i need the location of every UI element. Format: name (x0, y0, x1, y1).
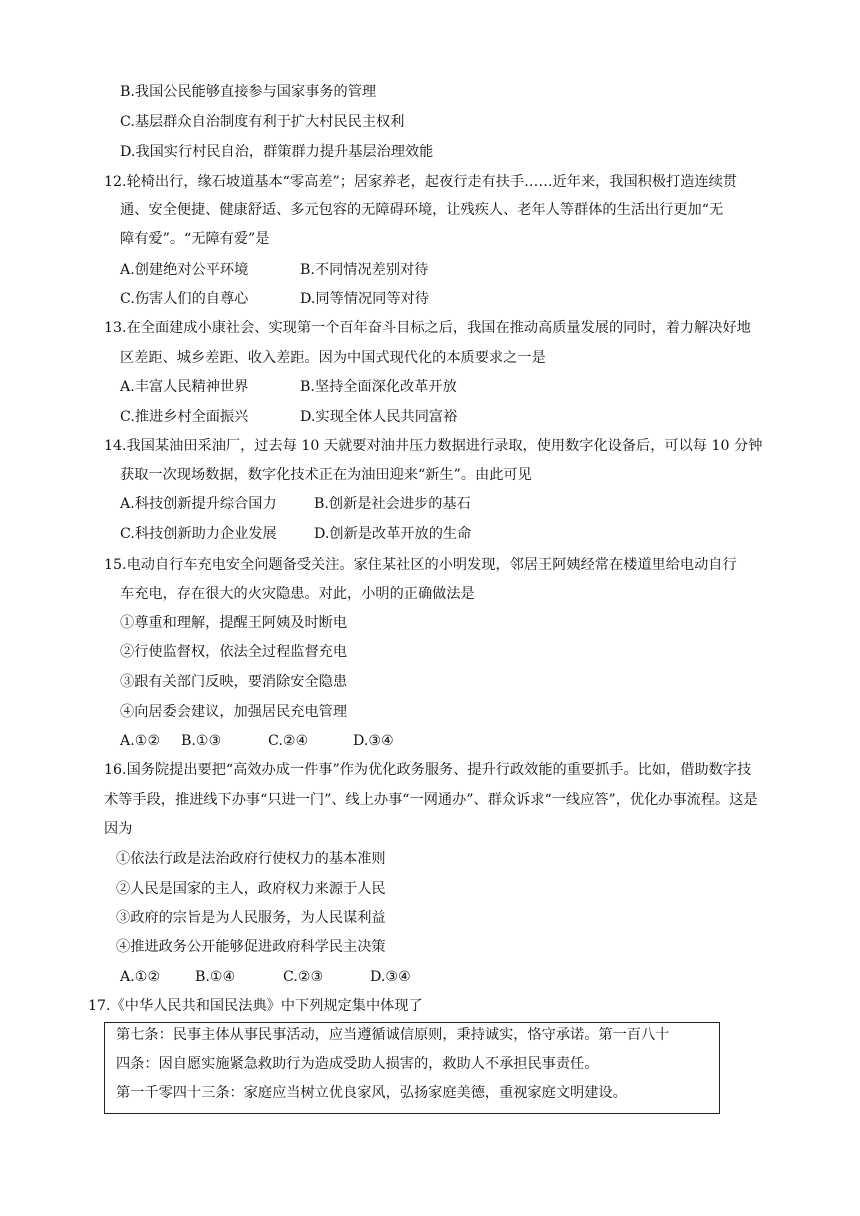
q13-stem-line-2: 区差距、城乡差距、收入差距。因为中国式现代化的本质要求之一是 (120, 350, 546, 366)
q16-item-3: ③政府的宗旨是为人民服务，为人民谋利益 (116, 910, 386, 926)
q17-stem: 17.《中华人民共和国民法典》中下列规定集中体现了 (88, 998, 423, 1014)
q13-stem-line-1: 13.在全面建成小康社会、实现第一个百年奋斗目标之后，我国在推动高质量发展的同时，着力解决好地 (104, 320, 751, 336)
q16-stem-line-2: 术等手段，推进线下办事“只进一门”、线上办事“一网通办”、群众诉求“一线应答”，优化办事流程。这是 (104, 792, 758, 808)
q16-option-a: A.①② (120, 969, 161, 985)
q14-option-a: A.科技创新提升综合国力 (120, 496, 277, 512)
q11-option-d: D.我国实行村民自治，群策群力提升基层治理效能 (120, 144, 434, 160)
q12-option-a: A.创建绝对公平环境 (120, 262, 249, 278)
q14-option-d: D.创新是改革开放的生命 (314, 526, 472, 542)
q12-option-d: D.同等情况同等对待 (300, 291, 429, 307)
q14-option-c: C.科技创新助力企业发展 (120, 526, 277, 542)
q17-box-line-3: 第一千零四十三条：家庭应当树立优良家风，弘扬家庭美德，重视家庭文明建设。 (116, 1085, 627, 1101)
q12-option-b: B.不同情况差别对待 (300, 262, 429, 278)
q13-option-d: D.实现全体人民共同富裕 (300, 409, 458, 425)
q12-stem-line-1: 12.轮椅出行，缘石坡道基本“零高差”；居家养老，起夜行走有扶手……近年来，我国积极打造连续贯 (104, 174, 737, 190)
q11-option-b: B.我国公民能够直接参与国家事务的管理 (120, 84, 377, 100)
q16-stem-line-3: 因为 (104, 821, 133, 837)
q15-stem-line-2: 车充电，存在很大的火灾隐患。对此，小明的正确做法是 (120, 586, 475, 602)
q15-item-1: ①尊重和理解，提醒王阿姨及时断电 (120, 615, 348, 631)
q17-box-line-2: 四条：因自愿实施紧急救助行为造成受助人损害的，救助人不承担民事责任。 (116, 1056, 599, 1072)
q12-stem-line-3: 障有爱”。“无障有爱”是 (120, 231, 270, 247)
q16-stem-line-1: 16.国务院提出要把“高效办成一件事”作为优化政务服务、提升行政效能的重要抓手。比如，借助数字技 (104, 762, 752, 778)
q13-option-b: B.坚持全面深化改革开放 (300, 379, 457, 395)
q14-stem-line-1: 14.我国某油田采油厂，过去每 10 天就要对油井压力数据进行录取，使用数字化设备后，可以每 10 分钟 (104, 438, 763, 454)
q16-item-1: ①依法行政是法治政府行使权力的基本准则 (116, 851, 386, 867)
q15-option-d: D.③④ (353, 733, 394, 749)
q16-item-2: ②人民是国家的主人，政府权力来源于人民 (116, 881, 386, 897)
q12-option-c: C.伤害人们的自尊心 (120, 291, 249, 307)
q15-item-3: ③跟有关部门反映，要消除安全隐患 (120, 674, 348, 690)
q14-stem-line-2: 获取一次现场数据，数字化技术正在为油田迎来“新生”。由此可见 (120, 467, 532, 483)
q15-option-a: A.①② (120, 733, 161, 749)
q16-option-c: C.②③ (283, 969, 324, 985)
q15-option-c: C.②④ (268, 733, 309, 749)
q15-option-b: B.①③ (181, 733, 222, 749)
q15-item-2: ②行使监督权，依法全过程监督充电 (120, 644, 348, 660)
q14-option-b: B.创新是社会进步的基石 (314, 496, 471, 512)
q17-box-line-1: 第七条：民事主体从事民事活动，应当遵循诚信原则，秉持诚实，恪守承诺。第一百八十 (116, 1027, 670, 1043)
q15-stem-line-1: 15.电动自行车充电安全问题备受关注。家住某社区的小明发现，邻居王阿姨经常在楼道里给电动自行 (104, 557, 737, 573)
q11-option-c: C.基层群众自治制度有利于扩大村民民主权利 (120, 114, 405, 130)
q16-option-b: B.①④ (195, 969, 236, 985)
q16-option-d: D.③④ (370, 969, 411, 985)
q16-item-4: ④推进政务公开能够促进政府科学民主决策 (116, 939, 386, 955)
q15-item-4: ④向居委会建议，加强居民充电管理 (120, 704, 348, 720)
q13-option-c: C.推进乡村全面振兴 (120, 409, 249, 425)
q12-stem-line-2: 通、安全便捷、健康舒适、多元包容的无障碍环境，让残疾人、老年人等群体的生活出行更加“无 (120, 202, 724, 218)
q13-option-a: A.丰富人民精神世界 (120, 379, 249, 395)
